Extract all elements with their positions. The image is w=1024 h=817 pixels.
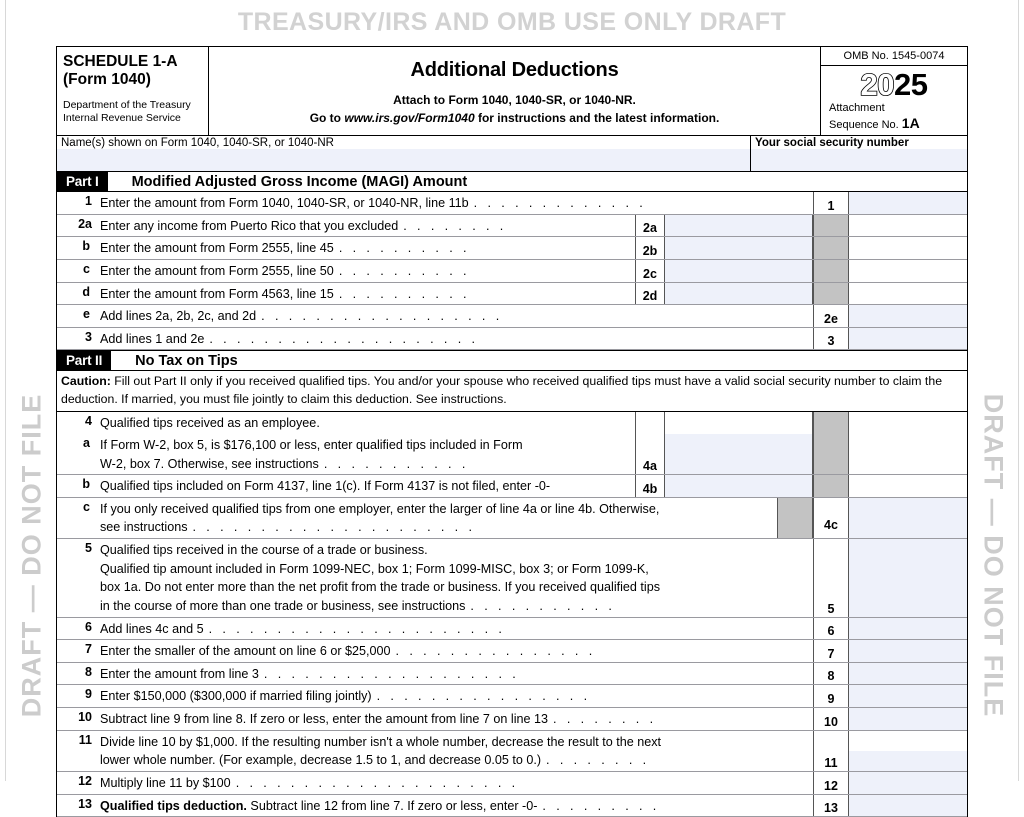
header-schedule-block bbox=[57, 47, 209, 135]
table-row bbox=[57, 795, 967, 817]
shaded-block bbox=[777, 498, 813, 538]
line-text-l1: Qualified tips received in the course of a trade or business. bbox=[100, 543, 428, 558]
amount-blank bbox=[849, 412, 967, 434]
line-number: 4 bbox=[85, 414, 92, 429]
line-box-label bbox=[635, 412, 665, 434]
line-description bbox=[99, 237, 635, 259]
department-line1: Department of the Treasury bbox=[63, 98, 191, 111]
line-box-label: 11 bbox=[813, 731, 849, 771]
dot-leader: . . . . . . . . . . bbox=[338, 263, 470, 278]
line-box-label: 6 bbox=[813, 618, 849, 640]
line-box-label: 5 bbox=[813, 539, 849, 617]
amount-blank bbox=[665, 412, 813, 434]
shaded-block bbox=[813, 475, 849, 497]
line-description bbox=[99, 498, 777, 538]
amount-input[interactable] bbox=[849, 618, 967, 640]
dot-leader: . . . . . . . . bbox=[403, 218, 507, 233]
ssn-field-group bbox=[751, 136, 967, 171]
line-description: Qualified tips received as an employee. bbox=[100, 416, 320, 431]
line-box-label: 12 bbox=[813, 772, 849, 794]
amount-input[interactable] bbox=[665, 283, 813, 305]
part2-banner bbox=[57, 350, 967, 371]
line-box-label: 2c bbox=[635, 260, 665, 282]
line-text-l1: Divide line 10 by $1,000. If the resulting number isn't a whole number, decrease the result to the next bbox=[100, 734, 662, 749]
amount-input[interactable] bbox=[849, 731, 967, 771]
line-description bbox=[99, 539, 813, 617]
tax-year-solid: 25 bbox=[894, 67, 928, 102]
names-input[interactable] bbox=[57, 149, 750, 171]
line-description bbox=[99, 663, 813, 685]
sequence-number: 1A bbox=[901, 115, 920, 132]
omb-number: OMB No. 1545-0074 bbox=[821, 47, 967, 66]
dot-leader: . . . . . . . . . . . . . . . . . . . . bbox=[209, 331, 479, 346]
amount-input[interactable] bbox=[665, 260, 813, 282]
dot-leader: . . . . . . . . . . . . . . . . . . . . . bbox=[192, 520, 476, 535]
table-row bbox=[57, 260, 967, 283]
amount-input[interactable] bbox=[849, 708, 967, 730]
line-text: Enter the amount from Form 2555, line 45 bbox=[100, 241, 334, 256]
amount-input[interactable] bbox=[665, 434, 813, 474]
line-text-l2: Qualified tip amount included in Form 1099-NEC, box 1; Form 1099-MISC, box 3; or Form 1099-K, bbox=[100, 561, 649, 576]
line-text-l4 bbox=[100, 597, 811, 616]
line-text: Multiply line 11 by $100 bbox=[100, 775, 231, 790]
line-description bbox=[99, 772, 813, 794]
dot-leader: . . . . . . . . bbox=[546, 753, 650, 768]
table-row bbox=[57, 708, 967, 731]
table-row bbox=[57, 685, 967, 708]
line-text: Enter the amount from Form 4563, line 15 bbox=[100, 286, 334, 301]
table-row bbox=[57, 618, 967, 641]
line-text-l1: If you only received qualified tips from one employer, enter the larger of line 4a or line 4b. Otherwise, bbox=[100, 501, 660, 516]
dot-leader: . . . . . . . . . . bbox=[338, 286, 470, 301]
sequence-row bbox=[829, 115, 967, 132]
part1-title: Modified Adjusted Gross Income (MAGI) Amount bbox=[131, 173, 468, 190]
line-description bbox=[99, 328, 813, 350]
dot-leader: . . . . . . . . . . . . . . . bbox=[395, 644, 596, 659]
page-edge-rule-right bbox=[1018, 0, 1019, 781]
line-number: a bbox=[83, 435, 90, 450]
page-title: Additional Deductions bbox=[410, 59, 619, 81]
line-box-label: 13 bbox=[813, 795, 849, 817]
line-number: 6 bbox=[85, 619, 92, 634]
amount-input[interactable] bbox=[849, 772, 967, 794]
sequence-label: Sequence No. bbox=[829, 119, 902, 132]
line-number: 13 bbox=[78, 796, 92, 811]
table-row bbox=[57, 731, 967, 772]
part1-tag: Part I bbox=[57, 172, 108, 191]
amount-input[interactable] bbox=[849, 305, 967, 327]
line-box-label: 8 bbox=[813, 663, 849, 685]
line-description bbox=[99, 618, 813, 640]
line-number: 5 bbox=[85, 541, 92, 556]
caution-text: Fill out Part II only if you received qualified tips. You and/or your spouse who received qualified tips must have a valid social security number to claim the deduction. If married, you must file jointly to claim this deduction. See instructions. bbox=[61, 374, 943, 406]
line-number: c bbox=[83, 261, 90, 276]
amount-input[interactable] bbox=[665, 215, 813, 237]
line-number: d bbox=[82, 284, 90, 299]
table-row bbox=[57, 663, 967, 686]
part2-tag: Part II bbox=[57, 351, 111, 370]
dot-leader: . . . . . . . . bbox=[553, 712, 657, 727]
line-number: 3 bbox=[85, 329, 92, 344]
shaded-block bbox=[813, 412, 849, 434]
amount-input[interactable] bbox=[849, 640, 967, 662]
amount-input[interactable] bbox=[849, 328, 967, 350]
line-box-label: 1 bbox=[813, 192, 849, 214]
table-row bbox=[57, 498, 967, 539]
caution-note bbox=[57, 371, 967, 412]
amount-blank bbox=[849, 475, 967, 497]
line-text-l2 bbox=[100, 751, 811, 770]
schedule-name-line2: (Form 1040) bbox=[63, 71, 151, 89]
line-text-bold: Qualified tips deduction. bbox=[100, 798, 247, 813]
irs-url-link[interactable]: www.irs.gov/Form1040 bbox=[344, 111, 475, 125]
line-number: e bbox=[83, 307, 90, 322]
shaded-block bbox=[813, 283, 849, 305]
table-row bbox=[57, 305, 967, 328]
line-text: Enter $150,000 ($300,000 if married filing jointly) bbox=[100, 689, 372, 704]
line-number: b bbox=[82, 477, 90, 492]
header-title-block bbox=[209, 47, 821, 135]
line-number: c bbox=[83, 499, 90, 514]
goto-prefix: Go to bbox=[309, 111, 345, 125]
dot-leader: . . . . . . . . . . . bbox=[470, 598, 616, 613]
table-row bbox=[57, 237, 967, 260]
dot-leader: . . . . . . . . . . . . . . . . bbox=[376, 689, 591, 704]
names-label: Name(s) shown on Form 1040, 1040-SR, or 1040-NR bbox=[61, 137, 334, 149]
dot-leader: . . . . . . . . . . . . . bbox=[473, 196, 647, 210]
watermark-left: DRAFT — DO NOT FILE bbox=[16, 393, 47, 718]
amount-blank bbox=[849, 283, 967, 305]
amount-input[interactable] bbox=[665, 237, 813, 259]
table-row bbox=[57, 328, 967, 351]
line-description: Qualified tips included on Form 4137, line 1(c). If Form 4137 is not filed, enter -0- bbox=[100, 479, 551, 494]
tax-year bbox=[821, 69, 967, 100]
caution-label: Caution: bbox=[61, 374, 111, 389]
table-row bbox=[57, 434, 967, 475]
form-header bbox=[57, 47, 967, 135]
line-box-label: 2d bbox=[635, 283, 665, 305]
part2-title: No Tax on Tips bbox=[135, 352, 238, 369]
line-description bbox=[99, 215, 635, 237]
line-text: see instructions bbox=[100, 520, 188, 535]
table-row bbox=[57, 412, 967, 434]
amount-input[interactable] bbox=[849, 498, 967, 538]
line-number: 1 bbox=[85, 194, 92, 208]
line-number: 11 bbox=[78, 732, 92, 747]
line-number: 2a bbox=[78, 216, 92, 231]
amount-blank bbox=[849, 237, 967, 259]
line-text-l3: box 1a. Do not enter more than the net profit from the trade or business. If you received qualified tips bbox=[100, 580, 661, 595]
shaded-block bbox=[813, 434, 849, 474]
line-box-label: 2a bbox=[635, 215, 665, 237]
line-text: W-2, box 7. Otherwise, see instructions bbox=[100, 456, 319, 471]
line-text: Enter the amount from line 3 bbox=[100, 666, 259, 681]
watermark-top: TREASURY/IRS AND OMB USE ONLY DRAFT bbox=[237, 8, 787, 36]
amount-input[interactable] bbox=[849, 539, 967, 617]
taxpayer-identification-row bbox=[57, 135, 967, 171]
line-number: b bbox=[82, 239, 90, 254]
names-field-group bbox=[57, 136, 751, 171]
department-line2: Internal Revenue Service bbox=[63, 111, 181, 124]
dot-leader: . . . . . . . . . . . . . . . . . . . . . . bbox=[208, 621, 506, 636]
line-text: Enter the amount from Form 2555, line 50 bbox=[100, 263, 334, 278]
watermark-right: DRAFT — DO NOT FILE bbox=[978, 393, 1009, 718]
line-text: Add lines 4c and 5 bbox=[100, 621, 204, 636]
line-text: Subtract line 9 from line 8. If zero or less, enter the amount from line 7 on line 13 bbox=[100, 712, 549, 727]
line-description bbox=[99, 192, 813, 214]
amount-blank bbox=[849, 260, 967, 282]
shaded-block bbox=[813, 237, 849, 259]
table-row bbox=[57, 475, 967, 498]
shaded-block bbox=[813, 260, 849, 282]
amount-blank bbox=[849, 215, 967, 237]
amount-input[interactable] bbox=[849, 685, 967, 707]
line-box-label: 4b bbox=[635, 475, 665, 497]
tax-year-outline: 20 bbox=[860, 67, 894, 102]
amount-blank bbox=[849, 434, 967, 474]
line-box-label: 3 bbox=[813, 328, 849, 350]
dot-leader: . . . . . . . . . . . . . . . . . . . bbox=[263, 666, 520, 681]
schedule-name-line1: SCHEDULE 1-A bbox=[63, 53, 178, 70]
amount-input[interactable] bbox=[849, 663, 967, 685]
line-text-l2 bbox=[100, 455, 633, 474]
line-text: lower whole number. (For example, decrease 1.5 to 1, and decrease 0.05 to 0.) bbox=[100, 753, 542, 768]
line-number: 8 bbox=[85, 664, 92, 679]
line-text: Enter the amount from Form 1040, 1040-SR, or 1040-NR, line 11b bbox=[100, 196, 469, 210]
attach-instruction: Attach to Form 1040, 1040-SR, or 1040-NR. bbox=[393, 93, 636, 107]
line-text: Enter the smaller of the amount on line 6 or $25,000 bbox=[100, 644, 391, 659]
line-description bbox=[99, 731, 813, 771]
shaded-block bbox=[813, 215, 849, 237]
line-text: Add lines 1 and 2e bbox=[100, 331, 205, 346]
dot-leader: . . . . . . . . . bbox=[542, 798, 660, 813]
line-number: 12 bbox=[78, 773, 92, 788]
page-edge-rule-left bbox=[5, 0, 6, 781]
dot-leader: . . . . . . . . . . . bbox=[323, 456, 469, 471]
part1-banner bbox=[57, 171, 967, 192]
ssn-input[interactable] bbox=[751, 149, 967, 171]
line-text: Add lines 2a, 2b, 2c, and 2d bbox=[100, 309, 257, 324]
line-text: Subtract line 12 from line 7. If zero or less, enter -0- bbox=[246, 798, 538, 813]
dot-leader: . . . . . . . . . . . . . . . . . . bbox=[261, 309, 503, 324]
amount-input[interactable] bbox=[849, 192, 967, 214]
table-row bbox=[57, 283, 967, 306]
line-text: Enter any income from Puerto Rico that you excluded bbox=[100, 218, 399, 233]
table-row bbox=[57, 192, 967, 215]
line-description bbox=[99, 795, 813, 817]
goto-instruction bbox=[209, 111, 820, 125]
table-row bbox=[57, 640, 967, 663]
line-description bbox=[99, 708, 813, 730]
attachment-label: Attachment bbox=[829, 102, 885, 114]
line-text: in the course of more than one trade or business, see instructions bbox=[100, 598, 466, 613]
table-row bbox=[57, 215, 967, 238]
line-description bbox=[99, 685, 813, 707]
line-description bbox=[99, 640, 813, 662]
line-description bbox=[99, 305, 813, 327]
line-box-label: 4a bbox=[635, 434, 665, 474]
table-row bbox=[57, 772, 967, 795]
line-box-label: 2e bbox=[813, 305, 849, 327]
line-text-l2 bbox=[100, 518, 775, 537]
goto-suffix: for instructions and the latest information. bbox=[474, 111, 720, 125]
dot-leader: . . . . . . . . . . . . . . . . . . . . . bbox=[235, 775, 519, 790]
amount-input[interactable] bbox=[849, 795, 967, 817]
line-box-label: 9 bbox=[813, 685, 849, 707]
header-omb-block bbox=[821, 47, 967, 135]
line-number: 10 bbox=[78, 710, 92, 725]
dot-leader: . . . . . . . . . . bbox=[338, 241, 470, 256]
line-box-label: 4c bbox=[813, 498, 849, 538]
line-description bbox=[99, 283, 635, 305]
line-description bbox=[99, 260, 635, 282]
line-number: 9 bbox=[85, 687, 92, 702]
line-box-label: 10 bbox=[813, 708, 849, 730]
line-box-label: 7 bbox=[813, 640, 849, 662]
line-box-label: 2b bbox=[635, 237, 665, 259]
ssn-label: Your social security number bbox=[755, 137, 909, 149]
table-row bbox=[57, 539, 967, 618]
form-body bbox=[56, 46, 968, 817]
amount-input[interactable] bbox=[665, 475, 813, 497]
line-text-l1: If Form W-2, box 5, is $176,100 or less, enter qualified tips included in Form bbox=[100, 437, 523, 452]
line-description bbox=[99, 434, 635, 474]
line-number: 7 bbox=[85, 642, 92, 657]
